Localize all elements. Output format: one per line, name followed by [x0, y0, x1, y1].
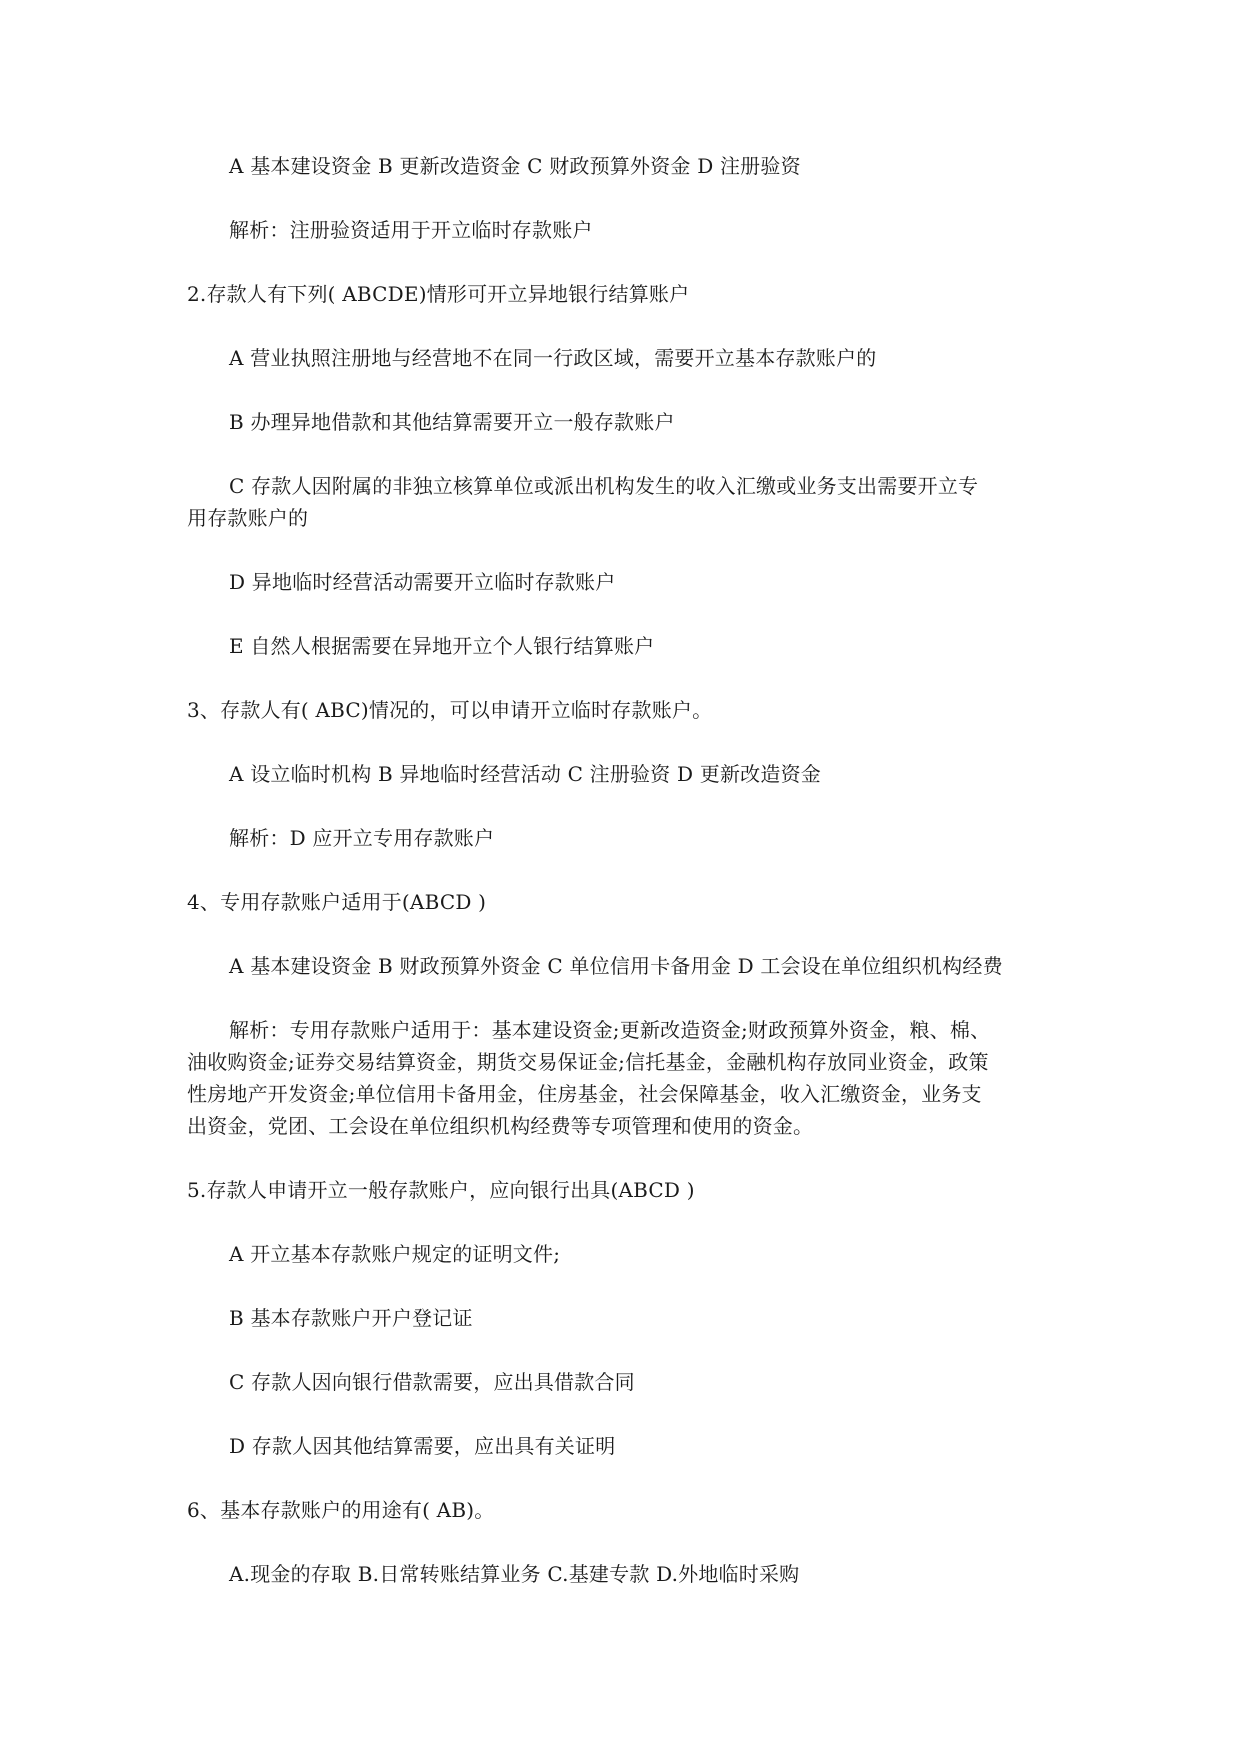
- q3-analysis: 解析：D 应开立专用存款账户: [229, 826, 495, 850]
- q2-option-c: [187, 470, 978, 534]
- q5-option-d: D 存款人因其他结算需要，应出具有关证明: [229, 1434, 616, 1458]
- q4-options: A 基本建设资金 B 财政预算外资金 C 单位信用卡备用金 D 工会设在单位组织机构经费: [229, 954, 1003, 978]
- q4-analysis: [187, 1014, 990, 1142]
- q4-question: 4、专用存款账户适用于(ABCD ): [187, 890, 487, 914]
- q3-question: 3、存款人有( ABC)情况的，可以申请开立临时存款账户。: [187, 698, 713, 722]
- q2-question: 2.存款人有下列( ABCDE)情形可开立异地银行结算账户: [187, 282, 690, 306]
- q2-option-c-line1: C 存款人因附属的非独立核算单位或派出机构发生的收入汇缴或业务支出需要开立专: [229, 474, 979, 498]
- q4-analysis-line3: 性房地产开发资金;单位信用卡备用金，住房基金，社会保障基金，收入汇缴资金，业务支: [187, 1082, 982, 1106]
- q2-option-d: D 异地临时经营活动需要开立临时存款账户: [229, 570, 616, 594]
- q2-option-b: B 办理异地借款和其他结算需要开立一般存款账户: [229, 410, 675, 434]
- q4-analysis-line4: 出资金，党团、工会设在单位组织机构经费等专项管理和使用的资金。: [187, 1114, 814, 1138]
- q5-question: 5.存款人申请开立一般存款账户，应向银行出具(ABCD ): [187, 1178, 695, 1202]
- q5-option-a: A 开立基本存款账户规定的证明文件;: [229, 1242, 561, 1266]
- q2-option-e: E 自然人根据需要在异地开立个人银行结算账户: [229, 634, 655, 658]
- q1-analysis: 解析：注册验资适用于开立临时存款账户: [229, 218, 593, 242]
- q2-option-c-line2: 用存款账户的: [187, 506, 309, 530]
- q4-analysis-line1: 解析：专用存款账户适用于：基本建设资金;更新改造资金;财政预算外资金，粮、棉、: [229, 1018, 991, 1042]
- q6-options: A.现金的存取 B.日常转账结算业务 C.基建专款 D.外地临时采购: [229, 1562, 800, 1586]
- q1-options: A 基本建设资金 B 更新改造资金 C 财政预算外资金 D 注册验资: [229, 154, 801, 178]
- q6-question: 6、基本存款账户的用途有( AB)。: [187, 1498, 495, 1522]
- q2-option-a: A 营业执照注册地与经营地不在同一行政区域，需要开立基本存款账户的: [229, 346, 877, 370]
- q3-options: A 设立临时机构 B 异地临时经营活动 C 注册验资 D 更新改造资金: [229, 762, 821, 786]
- q5-option-c: C 存款人因向银行借款需要，应出具借款合同: [229, 1370, 635, 1394]
- q5-option-b: B 基本存款账户开户登记证: [229, 1306, 473, 1330]
- q4-analysis-line2: 油收购资金;证券交易结算资金，期货交易保证金;信托基金，金融机构存放同业资金，政策: [187, 1050, 989, 1074]
